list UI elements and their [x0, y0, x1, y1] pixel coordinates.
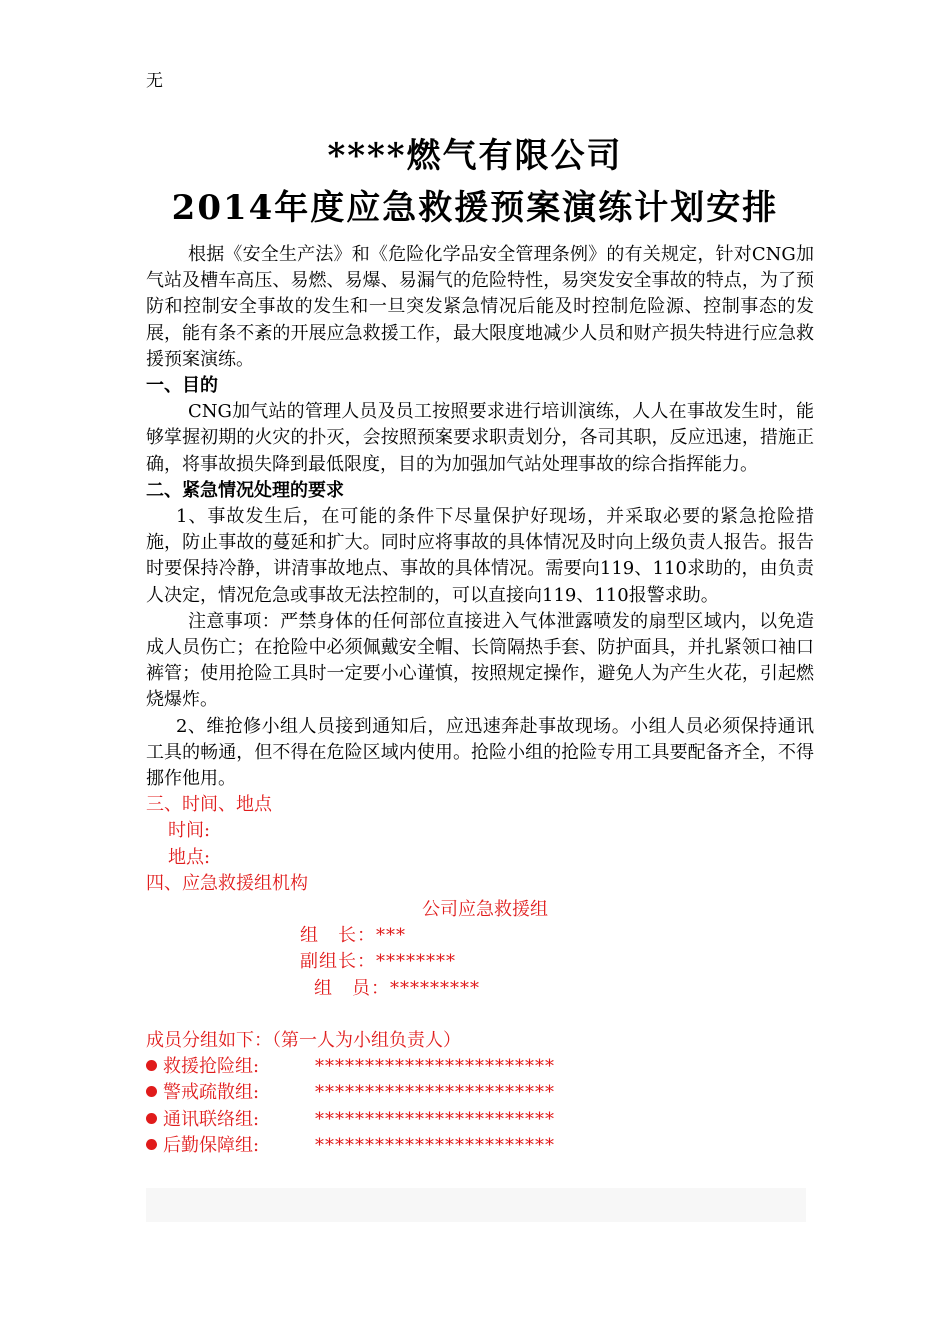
bullet-icon: [146, 1113, 157, 1124]
org-title: 公司应急救援组: [422, 899, 548, 921]
group-label: 救援抢险组:: [163, 1056, 260, 1078]
group-label: 警戒疏散组:: [163, 1082, 260, 1104]
intro-paragraph: 根据《安全生产法》和《危险化学品安全管理条例》的有关规定，针对CNG加气站及槽车高压、易燃、易爆、易漏气的危险特性，易突发安全事故的特点，为了预防和控制安全事故的发生和一旦突发紧急情况后能及时控制危险源、控制事态的发展，能有条不紊的开展应急救援工作，最大限度地减少人员和财产损失特进行应急救援预案演练。: [146, 244, 814, 370]
bullet-icon: [146, 1060, 157, 1071]
section-purpose-heading: 一、目的: [146, 375, 218, 397]
footer-band: [146, 1188, 806, 1222]
time-label: 时间:: [168, 820, 211, 842]
group-members: ************************: [315, 1134, 555, 1156]
group-row: [146, 1133, 814, 1159]
section-purpose-text: CNG加气站的管理人员及员工按照要求进行培训演练，人人在事故发生时，能够掌握初期的火灾的扑灭，会按照预案要求职责划分，各司其职，反应迅速，措施正确，将事故损失降到最低限度，目的为加强加气站处理事故的综合指挥能力。: [146, 401, 814, 475]
emergency-note: 注意事项：严禁身体的任何部位直接进入气体泄露喷发的扇型区域内，以免造成人员伤亡；在抢险中必须佩戴安全帽、长筒隔热手套、防护面具，并扎紧领口袖口裤管；使用抢险工具时一定要小心谨慎，按照规定操作，避免人为产生火花，引起燃烧爆炸。: [146, 610, 814, 711]
group-members: ************************: [315, 1108, 555, 1130]
document-body: [146, 242, 814, 1159]
bullet-icon: [146, 1086, 157, 1097]
group-members: ************************: [315, 1082, 555, 1104]
group-row: [146, 1107, 814, 1133]
org-deputy: 副组长：********: [300, 951, 456, 973]
group-row: [146, 1054, 814, 1080]
page-header: 无: [146, 71, 163, 91]
group-row: [146, 1080, 814, 1106]
document-title-plan: 2014年度应急救援预案演练计划安排: [171, 188, 779, 228]
org-members: 组 员：*********: [314, 977, 480, 999]
emergency-item-1: 1、事故发生后，在可能的条件下尽量保护好现场，并采取必要的紧急抢险措施，防止事故的蔓延和扩大。同时应将事故的具体情况及时向上级负责人报告。报告时要保持冷静，讲清事故地点、事故的具体情况。需要向119、110求助的，由负责人决定，情况危急或事故无法控制的，可以直接向119、110报警求助。: [146, 506, 814, 606]
emergency-item-2: 2、维抢修小组人员接到通知后，应迅速奔赴事故现场。小组人员必须保持通讯工具的畅通，但不得在危险区域内使用。抢险小组的抢险专用工具要配备齐全，不得挪作他用。: [146, 715, 814, 790]
bullet-icon: [146, 1139, 157, 1150]
group-label: 后勤保障组:: [163, 1134, 260, 1156]
section-time-place-heading: 三、时间、地点: [146, 794, 272, 816]
group-label: 通讯联络组:: [163, 1108, 260, 1130]
document-title-company: ****燃气有限公司: [327, 136, 623, 176]
place-label: 地点:: [168, 846, 211, 868]
grouping-intro: 成员分组如下：（第一人为小组负责人）: [146, 1029, 461, 1051]
section-emergency-heading: 二、紧急情况处理的要求: [146, 479, 344, 501]
group-members: ************************: [315, 1056, 555, 1078]
section-org-heading: 四、应急救援组机构: [146, 872, 308, 894]
org-leader: 组 长：***: [300, 925, 406, 947]
